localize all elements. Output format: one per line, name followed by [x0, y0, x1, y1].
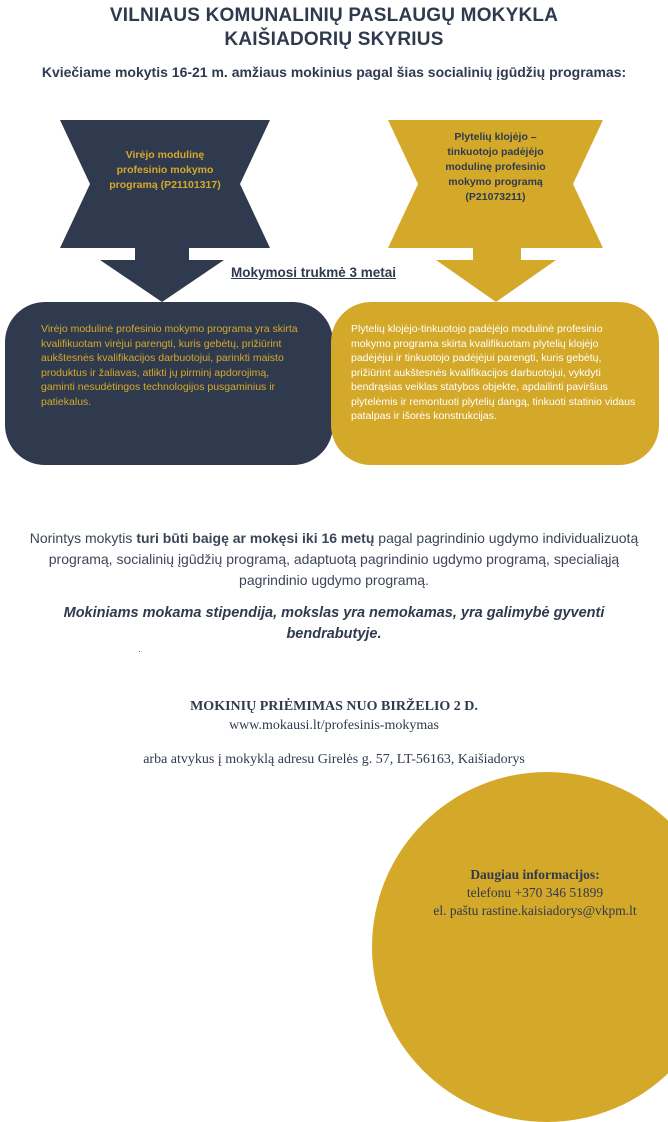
- left-program-description: Virėjo modulinė profesinio mokymo programa yra skirta kvalifikuotam virėjui parengti, kuris gebėtų, prižiūrint aukštesnės kvalifikacijos darbuotojui, parinkti maisto produktus ir žaliavas, atlikti jų pirminį apdorojimą, gaminti nesudėtingos technologijos pusgaminius ir patiekalus.: [5, 302, 333, 465]
- school-address: arba atvykus į mokyklą adresu Girelės g. 57, LT-56163, Kaišiadorys: [143, 752, 525, 767]
- duration-label: Mokymosi trukmė 3 metai: [231, 265, 397, 280]
- contact-heading: Daugiau informacijos:: [470, 867, 600, 882]
- contact-info: [385, 866, 668, 920]
- requirements-paragraph: [20, 528, 648, 591]
- right-banner-line-4: mokymo programą: [448, 176, 543, 188]
- requirements-part-1: Norintys mokytis: [29, 530, 137, 546]
- contact-circle: [372, 772, 668, 1122]
- page-title: [0, 4, 668, 52]
- right-banner-text: [418, 130, 573, 205]
- title-line-1: VILNIAUS KOMUNALINIŲ PASLAUGŲ MOKYKLA: [109, 5, 559, 26]
- requirements-bold: turi būti baigę ar mokęsi iki 16 metų: [136, 530, 375, 546]
- contact-email: el. paštu rastine.kaisiadorys@vkpm.lt: [433, 903, 637, 918]
- left-arrow-shaft: [135, 248, 189, 260]
- right-banner-line-2: tinkuotojo padėjėjo: [447, 146, 544, 158]
- left-arrow-head: [100, 260, 224, 302]
- right-banner-line-3: modulinę profesinio: [445, 161, 546, 173]
- admission-info: [0, 697, 668, 735]
- right-arrow-shaft: [473, 248, 521, 260]
- contact-phone: telefonu +370 346 51899: [466, 885, 604, 900]
- right-arrow-head: [436, 260, 556, 302]
- left-banner-line-1: Virėjo modulinę: [125, 149, 205, 161]
- scholarship-note: Mokiniams mokama stipendija, mokslas yra nemokamas, yra galimybė gyventi bendrabutyje.: [63, 605, 605, 642]
- left-banner-line-3: programą (P21101317): [109, 179, 221, 191]
- right-banner-line-1: Plytelių klojėjo –: [454, 131, 537, 143]
- title-line-2: KAIŠIADORIŲ SKYRIUS: [224, 29, 444, 50]
- left-banner-line-2: profesinio mokymo: [116, 164, 214, 176]
- stray-dot: [139, 651, 140, 652]
- right-banner-line-5: (P21073211): [465, 191, 526, 203]
- admission-website: www.mokausi.lt/profesinis-mokymas: [229, 718, 439, 733]
- right-program-description: Plytelių klojėjo-tinkuotojo padėjėjo modulinė profesinio mokymo programa skirta kvalifikuotam plytelių klojėjo padėjėjui ir tinkuotojo padėjėjui parengti, kuris gebėtų, prižiūrint aukštesnės kvalifikacijos darbuotojui, vykdyti bendrąsias veiklas statybos objekte, apdailinti paviršius plytelėmis ir remontuoti plytelių dangą, tinkuoti statinio vidaus patalpas ir išorės konstrukcijas.: [331, 302, 659, 465]
- invitation-text: Kviečiame mokytis 16-21 m. amžiaus mokinius pagal šias socialinių įgūdžių programas:: [41, 64, 627, 80]
- requirements-part-2: pagal pagrindinio ugdymo individualizuotą programą, socialinių įgūdžių programą, adaptuotą pagrindinio ugdymo programą, specialiąją pagrindinio ugdymo programą.: [48, 530, 639, 588]
- admission-date: MOKINIŲ PRIĖMIMAS NUO BIRŽELIO 2 D.: [190, 699, 478, 714]
- left-banner-text: [90, 148, 240, 193]
